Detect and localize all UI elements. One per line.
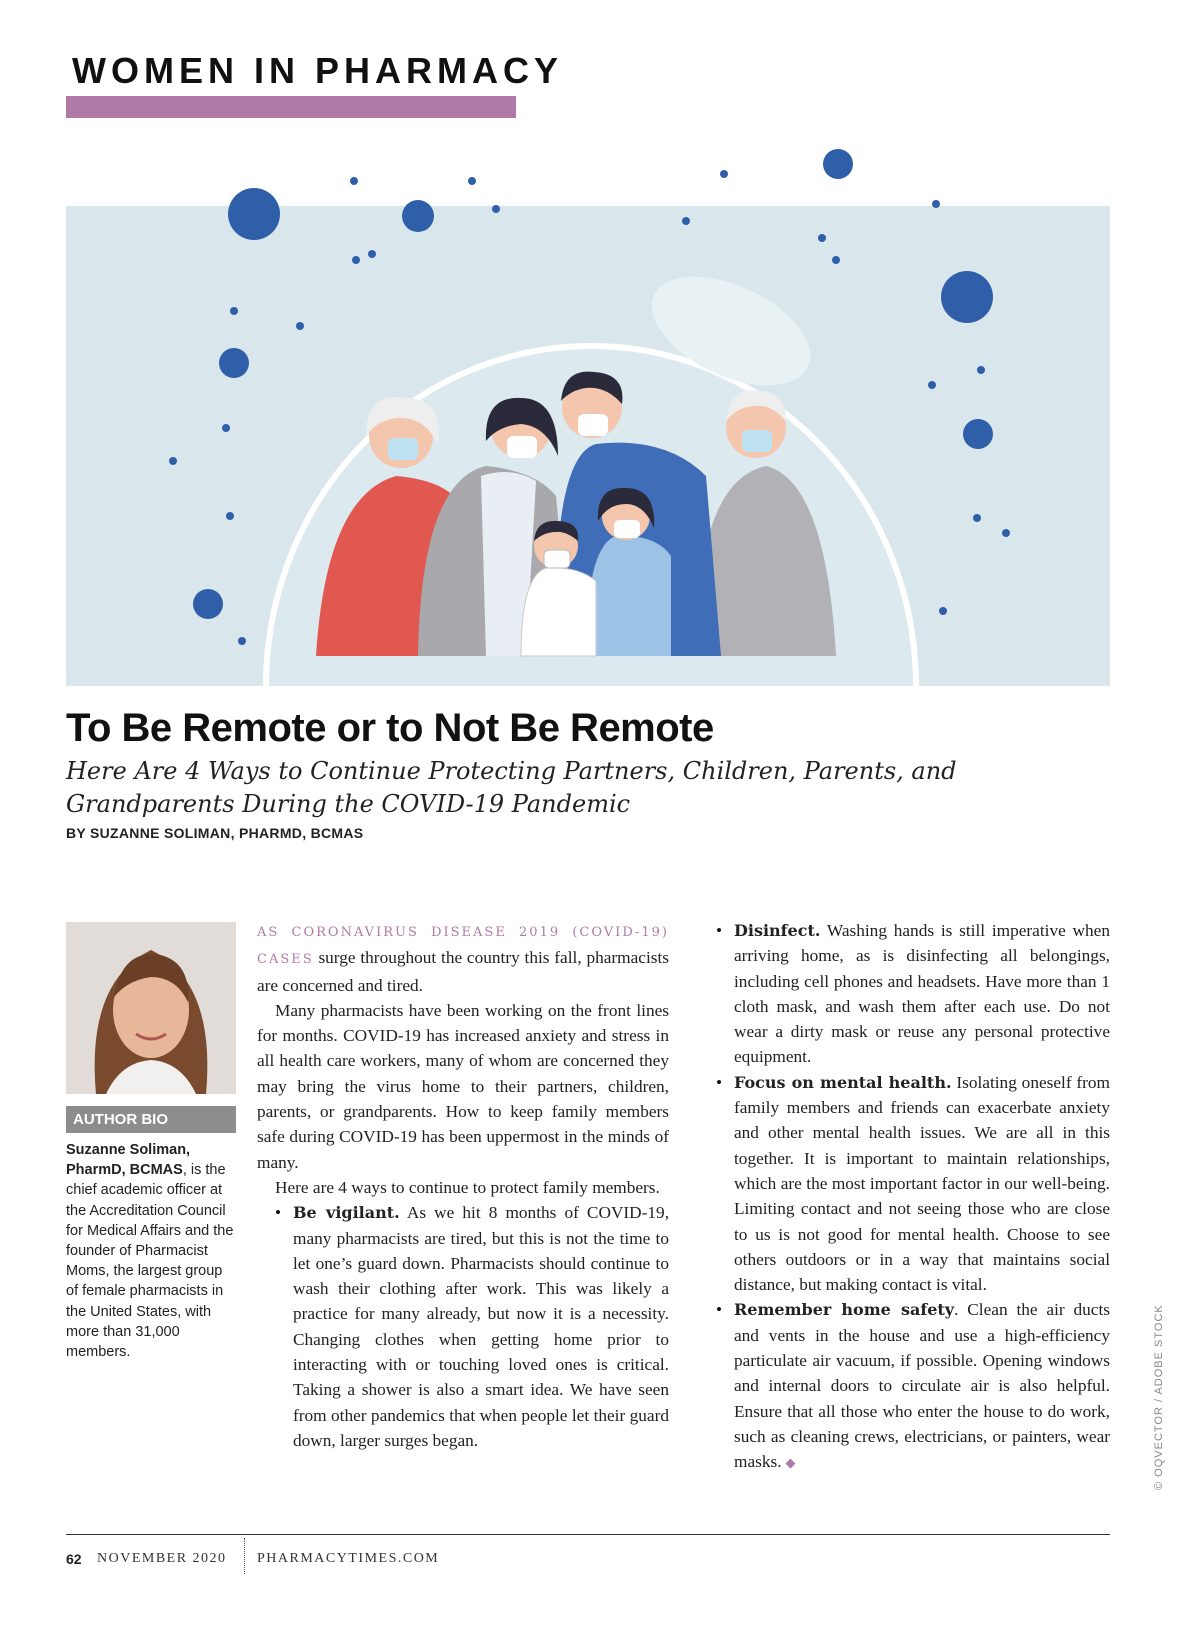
author-name: Suzanne Soliman, PharmD, BCMAS [66,1142,191,1179]
issue-date: NOVEMBER 2020 [97,1551,227,1566]
author-bio-text: , is the chief academic officer at the Accreditation Council for Medical Affairs and the founder of Pharmacist Moms, the largest group of female pharmacists in the United States, with more than 31,000 members. [66,1162,234,1361]
tip-text: Isolating oneself from family members and friends can exacerbate anxiety and other mental health issues. We are all in this together. It is important to maintain relationships, which are the most important factor in our well-being. Limiting contact and not seeing those who are close to us is not good for mental health. Choose to see others outdoors or in a way that maintains social distance, but making contact is vital. [734,1072,1111,1295]
tip-heading: Be vigilant. [293,1203,400,1223]
family-in-bubble-illustration [66,136,1110,686]
tips-list-1 [257,1200,669,1453]
byline: BY SUZANNE SOLIMAN, PHARMD, BCMAS [66,825,364,841]
article-column-1 [257,918,669,1453]
page-number: 62 [66,1551,82,1567]
tip-text: As we hit 8 months of COVID-19, many pharmacists are tired, but this is not the time to let one’s guard down. Pharmacists should continue to wash their clothing after work. This was likely a practice for many already, but now it is a necessity. Changing clothes when getting home prior to interacting with or touching loved ones is critical. Taking a shower is also a smart idea. We have seen from other pandemics that when people let their guard down, larger surges began. [293,1203,670,1450]
article-title: To Be Remote or to Not Be Remote [66,706,714,750]
list-item [714,1297,1110,1475]
list-item [714,1070,1110,1298]
tips-list-2 [714,918,1110,1476]
end-mark-icon: ◆ [785,1455,796,1471]
paragraph-2: Many pharmacists have been working on the front lines for months. COVID-19 has increased anxiety and stress in all health care workers, many of whom are concerned they may bring the virus home to their partners, children, parents, or grandparents. How to keep family members safe during COVID-19 has been uppermost in the minds of many. [257,1000,669,1172]
tip-text: . Clean the air ducts and vents in the house and use a high-efficiency particulate air vacuum, if possible. Opening windows and internal doors to circulate air is also helpful. Ensure that all those who enter the house to do work, such as cleaning crews, electricians, or painters, wear masks. [734,1300,1110,1472]
intro-paragraph [257,918,669,998]
image-credit: © OQVECTOR / ADOBE STOCK [1153,1304,1165,1490]
list-item [273,1200,669,1453]
paragraph-3: Here are 4 ways to continue to protect family members. [275,1177,660,1197]
tip-heading: Focus on mental health. [734,1072,952,1092]
article-subtitle: Here Are 4 Ways to Continue Protecting Partners, Children, Parents, and Grandparents During the COVID-19 Pandemic [66,757,957,818]
tip-heading: Disinfect. [734,921,821,940]
intro-text: surge throughout the country this fall, pharmacists are concerned and tired. [257,948,669,995]
tip-heading: Remember home safety [734,1300,955,1320]
tip-text: Washing hands is still imperative when arriving home, as is disinfecting all belongings, including cell phones and headsets. Have more than 1 cloth mask, and wash them after each use. Do not wear a dirty mask or reuse any personal protective equipment. [734,921,1110,1067]
section-accent-bar [66,96,516,118]
site-url: PHARMACYTIMES.COM [257,1551,440,1566]
lead-in: AS CORONAVIRUS DISEASE 2019 (COVID-19) CASES [257,925,669,968]
list-item [714,918,1110,1070]
footer-divider [244,1538,245,1574]
section-title: WOMEN IN PHARMACY [72,50,563,91]
author-bio-header: AUTHOR BIO [66,1106,236,1133]
author-photo [66,922,236,1094]
author-bio [66,1140,238,1362]
article-column-2 [714,918,1110,1476]
footer-rule [66,1534,1110,1535]
